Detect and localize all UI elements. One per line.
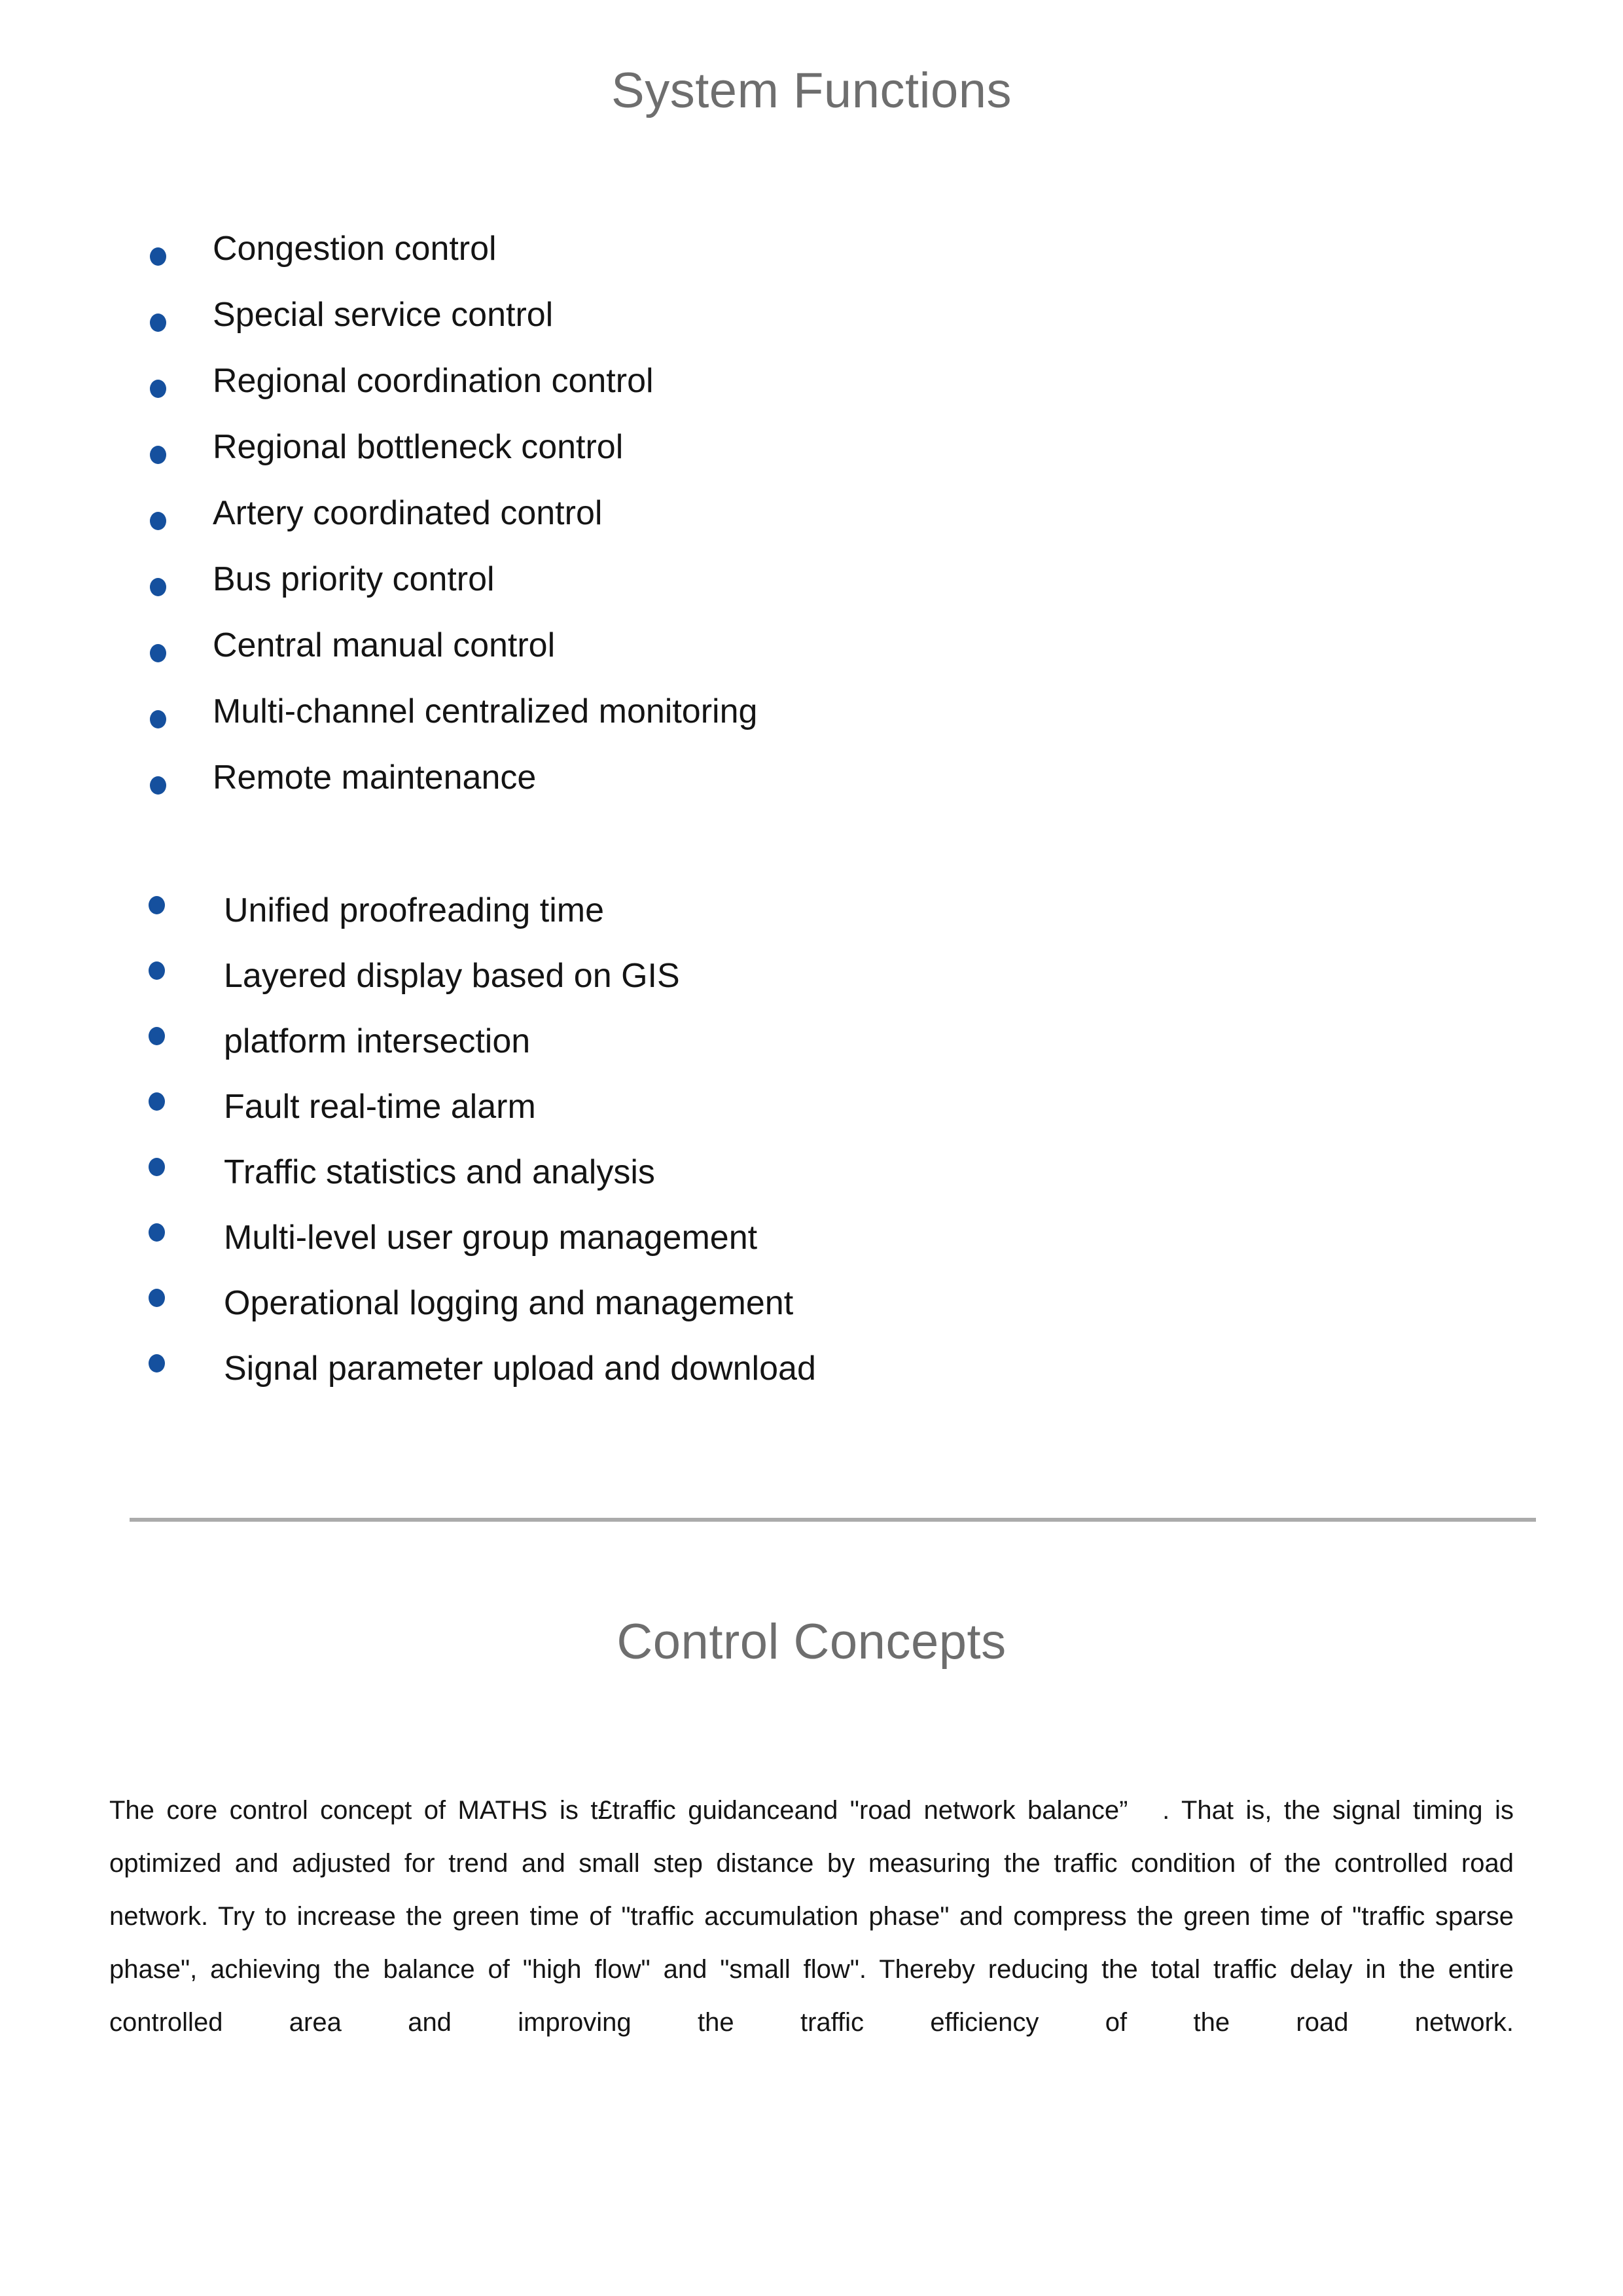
list-item-label: Remote maintenance [213, 758, 537, 797]
bullet-icon [149, 1158, 165, 1176]
bullet-icon [150, 578, 166, 596]
bullet-icon [150, 644, 166, 662]
bullet-icon [150, 512, 166, 530]
bullet-icon [149, 961, 165, 980]
bullet-icon [149, 1289, 165, 1307]
bullet-icon [150, 247, 166, 266]
section-divider [130, 1518, 1536, 1522]
bullet-icon [149, 896, 165, 914]
list-item-label: Signal parameter upload and download [224, 1350, 816, 1388]
list-item [150, 215, 757, 281]
bullet-icon [149, 1354, 165, 1372]
list-item-label: Traffic statistics and analysis [224, 1153, 655, 1191]
list-item [150, 612, 757, 678]
list-item [149, 1074, 816, 1139]
bullet-icon [150, 776, 166, 795]
list-item-label: Layered display based on GIS [224, 957, 680, 995]
bullet-icon [150, 314, 166, 332]
list-item [150, 744, 757, 810]
control-concepts-paragraph: The core control concept of MATHS is t£traffic guidanceand "road network balance” . That is, the signal timing is optimized and adjusted for trend and small step distance by measuring the traffic condition of the controlled road network. Try to increase the green time of "traffic accumulation phase" and compress the green time of "traffic sparse phase", achieving the balance of "high flow" and "small flow". Thereby reducing the total traffic delay in the entire controlled area and improving the traffic efficiency of the road network. [109, 1796, 1514, 2037]
list-item [149, 878, 816, 943]
page-title-system-functions: System Functions [611, 63, 1012, 118]
bullet-icon [149, 1027, 165, 1045]
list-item-label: Unified proofreading time [224, 891, 604, 929]
list-item [149, 1139, 816, 1205]
list-item-label: Operational logging and management [224, 1284, 794, 1322]
list-item [150, 678, 757, 744]
bullet-icon [150, 446, 166, 464]
list-item-label: Bus priority control [213, 560, 495, 598]
list-item [149, 1336, 816, 1401]
list-item [149, 943, 816, 1009]
list-item-label: Central manual control [213, 626, 556, 664]
list-item-label: Regional bottleneck control [213, 427, 624, 466]
bullet-icon [149, 1092, 165, 1111]
list-item-label: Multi-channel centralized monitoring [213, 692, 758, 730]
list-item [149, 1205, 816, 1270]
list-item-label: Artery coordinated control [213, 493, 603, 532]
list-item [150, 414, 757, 480]
system-functions-list-secondary [149, 878, 816, 1401]
list-item [150, 348, 757, 414]
bullet-icon [149, 1223, 165, 1242]
list-item-label: Regional coordination control [213, 361, 654, 400]
list-item-label: Fault real-time alarm [224, 1088, 536, 1126]
list-item-label: platform intersection [224, 1022, 531, 1060]
bullet-icon [150, 380, 166, 398]
list-item-label: Congestion control [213, 229, 497, 268]
system-functions-list-primary [150, 215, 757, 810]
bullet-icon [150, 710, 166, 728]
list-item-label: Special service control [213, 295, 554, 334]
list-item [149, 1009, 816, 1074]
list-item [150, 480, 757, 546]
list-item [150, 546, 757, 612]
list-item-label: Multi-level user group management [224, 1219, 758, 1257]
list-item [149, 1270, 816, 1336]
page-title-control-concepts: Control Concepts [616, 1614, 1007, 1670]
list-item [150, 281, 757, 348]
